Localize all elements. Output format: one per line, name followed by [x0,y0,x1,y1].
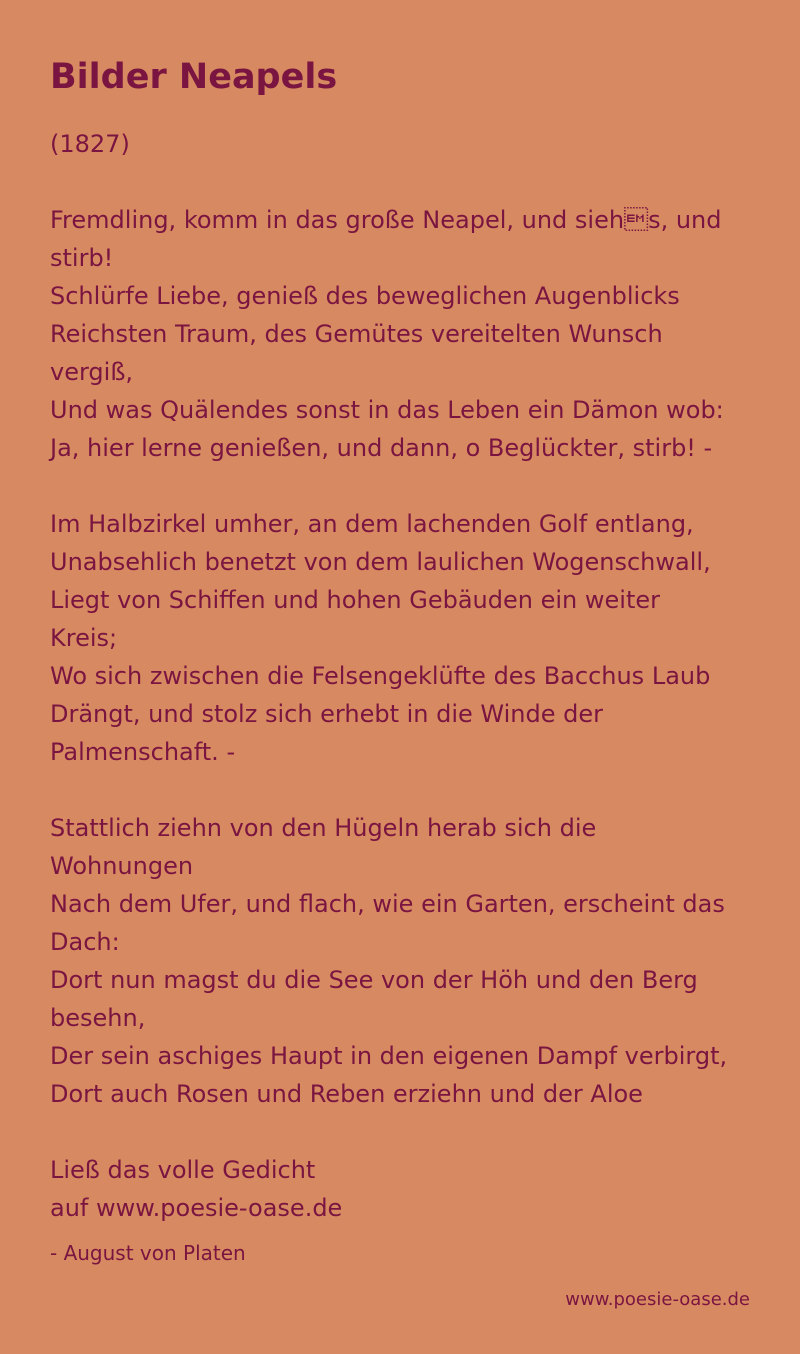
poem-line: Schlürfe Liebe, genieß des beweglichen Augenblicks [50,282,680,310]
poem-body [50,201,760,1227]
footer-site-link[interactable]: www.poesie-oase.de [565,1289,750,1310]
poem-line: Der sein aschiges Haupt in den eigenen Dampf verbirgt, [50,1042,728,1070]
stanza-break [50,1113,760,1151]
poem-line: auf www.poesie-oase.de [50,1194,343,1222]
poem-line: Drängt, und stolz sich erhebt in die Winde der [50,700,603,728]
poem-line: Ja, hier lerne genießen, und dann, o Beglückter, stirb! - [50,434,713,462]
poem-year: (1827) [50,130,130,158]
stanza-break [50,467,760,505]
poem-author: - August von Platen [50,1241,246,1265]
stanza-break [50,771,760,809]
poem-line: Wo sich zwischen die Felsengeklüfte des Bacchus Laub [50,662,711,690]
poem-line: Unabsehlich benetzt von dem laulichen Wogenschwall, [50,548,711,576]
poem-line: vergiß, [50,358,134,386]
poem-line: Und was Quälendes sonst in das Leben ein Dämon wob: [50,396,724,424]
poem-line: Dach: [50,928,120,956]
poem-line: Ließ das volle Gedicht [50,1156,316,1184]
poem-line: besehn, [50,1004,146,1032]
poem-line: Kreis; [50,624,118,652]
poem-line: Im Halbzirkel umher, an dem lachenden Golf entlang, [50,510,694,538]
poem-line: Dort nun magst du die See von der Höh und den Berg [50,966,698,994]
poem-line: Nach dem Ufer, und flach, wie ein Garten, erscheint das [50,890,725,918]
poem-line: Palmenschaft. - [50,738,236,766]
poem-line: Liegt von Schiffen und hohen Gebäuden ein weiter [50,586,660,614]
poem-line: Stattlich ziehn von den Hügeln herab sich die [50,814,597,842]
poem-line: Wohnungen [50,852,194,880]
poem-line: Reichsten Traum, des Gemütes vereitelten Wunsch [50,320,663,348]
poem-line: stirb! [50,244,114,272]
poem-line: Fremdling, komm in das große Neapel, und siehs, und [50,206,722,234]
poem-line: Dort auch Rosen und Reben erziehn und der Aloe [50,1080,643,1108]
poem-title: Bilder Neapels [50,57,338,97]
